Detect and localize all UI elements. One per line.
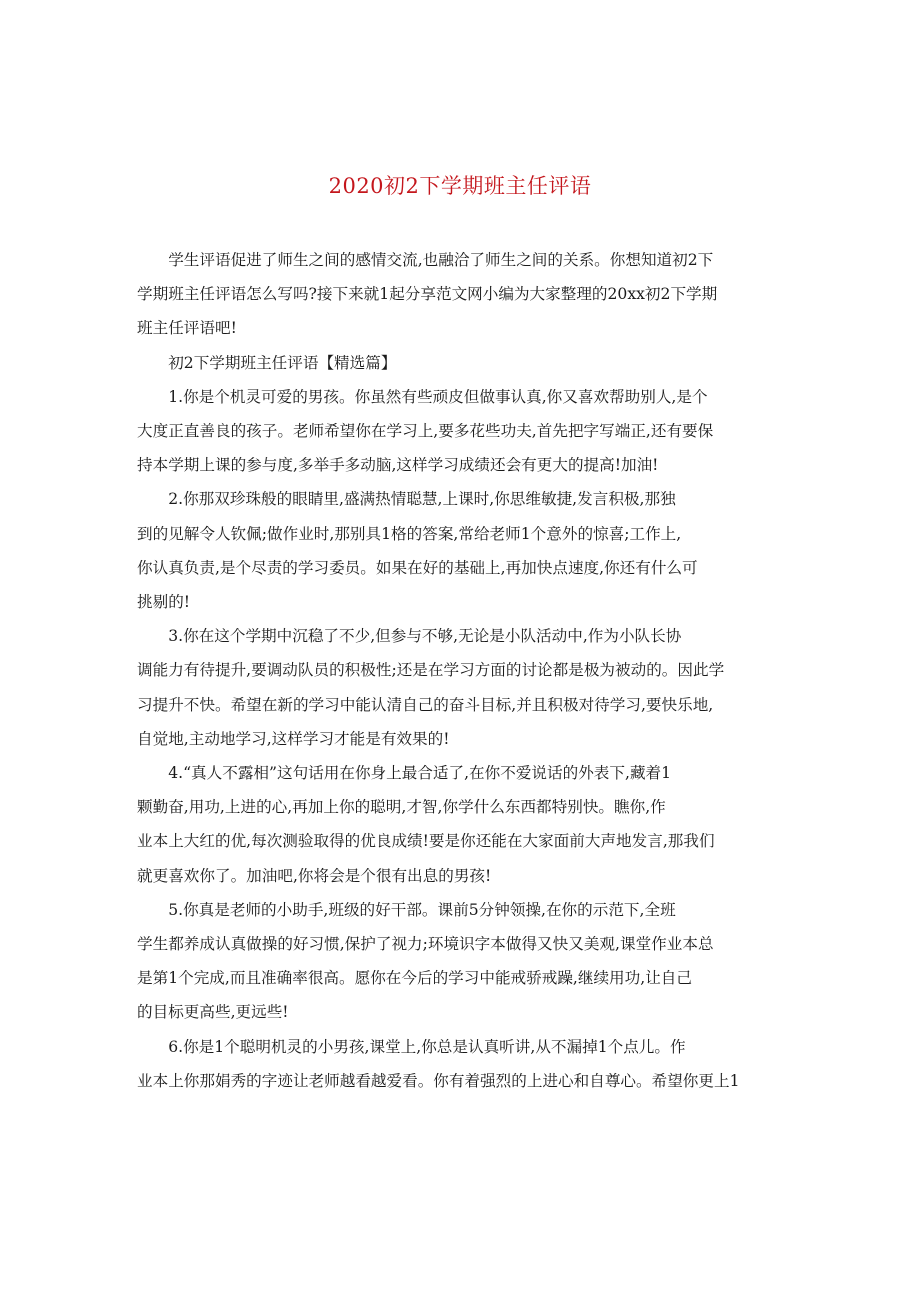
text-line: 学期班主任评语怎么写吗?接下来就1起分享范文网小编为大家整理的20xx初2下学期 (137, 285, 718, 304)
text-line: 是第1个完成,而且准确率很高。愿你在今后的学习中能戒骄戒躁,继续用功,让自己 (137, 969, 692, 988)
paragraph (137, 482, 785, 619)
text-line: 你认真负责,是个尽责的学习委员。如果在好的基础上,再加快点速度,你还有什么可 (137, 558, 698, 577)
text-line: 1.你是个机灵可爱的男孩。你虽然有些顽皮但做事认真,你又喜欢帮助别人,是个 (168, 387, 708, 406)
text-line: 的目标更高些,更远些! (137, 1003, 289, 1022)
text-line: 业本上你那娟秀的字迹让老师越看越爱看。你有着强烈的上进心和自尊心。希望你更上1 (137, 1071, 740, 1090)
text-line: 就更喜欢你了。加油吧,你将会是个很有出息的男孩! (137, 866, 492, 885)
text-line: 3.你在这个学期中沉稳了不少,但参与不够,无论是小队活动中,作为小队长协 (168, 627, 682, 646)
paragraph (137, 1030, 785, 1098)
text-line: 学生评语促进了师生之间的感情交流,也融洽了师生之间的关系。你想知道初2下 (168, 251, 714, 269)
text-line: 调能力有待提升,要调动队员的积极性;还是在学习方面的讨论都是极为被动的。因此学 (137, 661, 725, 680)
paragraph (137, 893, 785, 1030)
text-line: 业本上大红的优,每次测验取得的优良成绩!要是你还能在大家面前大声地发言,那我们 (137, 832, 715, 851)
paragraph (137, 756, 785, 893)
text-line: 颗勤奋,用功,上进的心,再加上你的聪明,才智,你学什么东西都特别快。瞧你,作 (137, 798, 666, 817)
paragraph (137, 243, 785, 346)
paragraph (137, 380, 785, 483)
text-line: 2.你那双珍珠般的眼睛里,盛满热情聪慧,上课时,你思维敏捷,发言积极,那独 (168, 490, 676, 509)
text-line: 到的见解令人钦佩;做作业时,那别具1格的答案,常给老师1个意外的惊喜;工作上, (137, 524, 682, 543)
text-line: 初2下学期班主任评语【精选篇】 (168, 353, 397, 372)
document-body (137, 243, 785, 1098)
text-line: 学生都养成认真做操的好习惯,保护了视力;环境识字本做得又快又美观,课堂作业本总 (137, 935, 714, 954)
text-line: 6.你是1个聪明机灵的小男孩,课堂上,你总是认真听讲,从不漏掉1个点儿。作 (168, 1037, 686, 1056)
text-line: 挑剔的! (137, 593, 191, 612)
paragraph (137, 346, 785, 380)
text-line: 持本学期上课的参与度,多举手多动脑,这样学习成绩还会有更大的提高!加油! (137, 456, 659, 475)
text-line: 5.你真是老师的小助手,班级的好干部。课前5分钟领操,在你的示范下,全班 (168, 900, 676, 919)
text-line: 班主任评语吧! (137, 319, 237, 338)
document-title: 2020初2下学期班主任评语 (328, 174, 592, 198)
text-line: 大度正直善良的孩子。老师希望你在学习上,要多花些功夫,首先把字写端正,还有要保 (137, 422, 714, 441)
text-line: 4.“真人不露相”这句话用在你身上最合适了,在你不爱说话的外表下,藏着1 (168, 764, 672, 783)
paragraph (137, 619, 785, 756)
text-line: 自觉地,主动地学习,这样学习才能是有效果的! (137, 729, 450, 748)
text-line: 习提升不快。希望在新的学习中能认清自己的奋斗目标,并且积极对待学习,要快乐地, (137, 695, 714, 714)
